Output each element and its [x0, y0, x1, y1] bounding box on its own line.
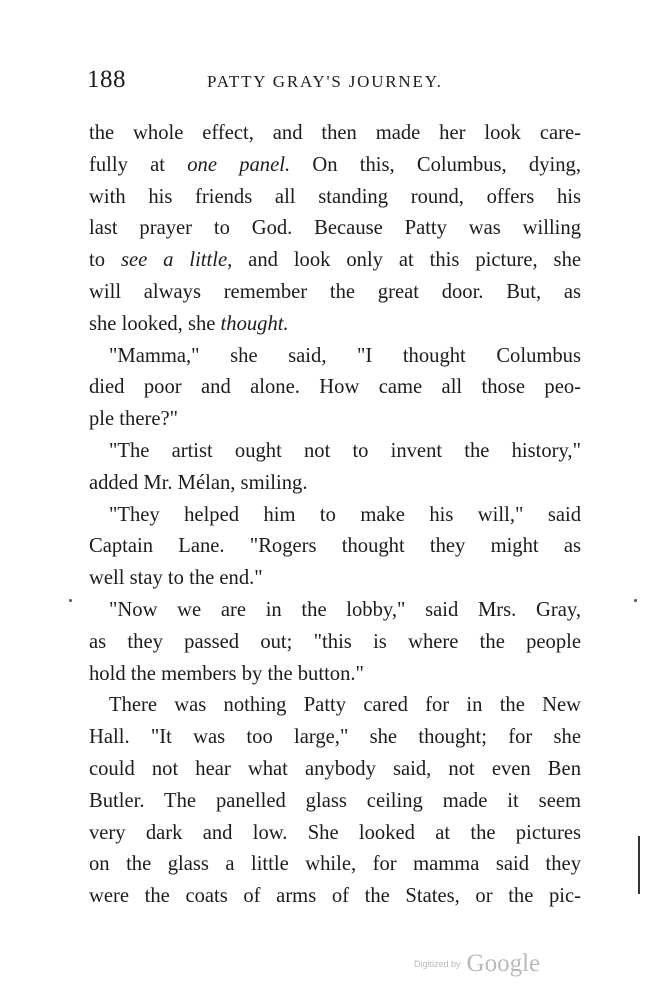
text-line: "They helped him to make his will," said [109, 503, 581, 526]
text-line: will always remember the great door. But, as [89, 280, 581, 303]
text-line: the whole effect, and then made her look care- [89, 122, 581, 144]
text-line: ple there?" [89, 408, 179, 431]
running-title: PATTY GRAY'S JOURNEY. [207, 72, 443, 91]
digitized-watermark [414, 950, 540, 980]
text-line: Hall. "It was too large," she thought; for she [89, 726, 581, 749]
text-line: "Mamma," she said, "I thought Columbus [109, 344, 581, 367]
text-line: could not hear what anybody said, not even Ben [89, 757, 581, 780]
page-header [87, 66, 572, 102]
scan-speck [69, 599, 72, 602]
text-line: on the glass a little while, for mamma said they [89, 853, 581, 876]
text-line: well stay to the end." [89, 567, 263, 590]
text-line: very dark and low. She looked at the pictures [89, 821, 581, 844]
text-line: last prayer to God. Because Patty was willing [89, 217, 581, 240]
text-line: "The artist ought not to invent the history," [109, 439, 581, 462]
text-line: hold the members by the button." [89, 662, 364, 685]
scan-speck [634, 599, 637, 602]
text-line: as they passed out; "this is where the people [89, 630, 581, 653]
text-line: added Mr. Mélan, smiling. [89, 471, 308, 494]
text-line: There was nothing Patty cared for in the New [109, 694, 581, 717]
watermark-prefix: Digitized by [414, 959, 461, 969]
text-line: with his friends all standing round, offers his [89, 185, 581, 208]
body-text [89, 118, 581, 913]
text-line: Butler. The panelled glass ceiling made it seem [89, 789, 581, 812]
google-logo: Google [466, 950, 541, 977]
margin-line [638, 836, 640, 894]
text-line: died poor and alone. How came all those peo- [89, 376, 581, 399]
text-line: Captain Lane. "Rogers thought they might as [89, 535, 581, 558]
text-line: she looked, she thought. [89, 312, 289, 335]
text-line: fully at one panel. On this, Columbus, dying, [89, 153, 581, 176]
text-line: "Now we are in the lobby," said Mrs. Gray, [109, 598, 581, 621]
page-number: 188 [87, 66, 126, 93]
text-line: to see a little, and look only at this picture, she [89, 249, 581, 272]
text-line: were the coats of arms of the States, or the pic- [89, 885, 581, 908]
